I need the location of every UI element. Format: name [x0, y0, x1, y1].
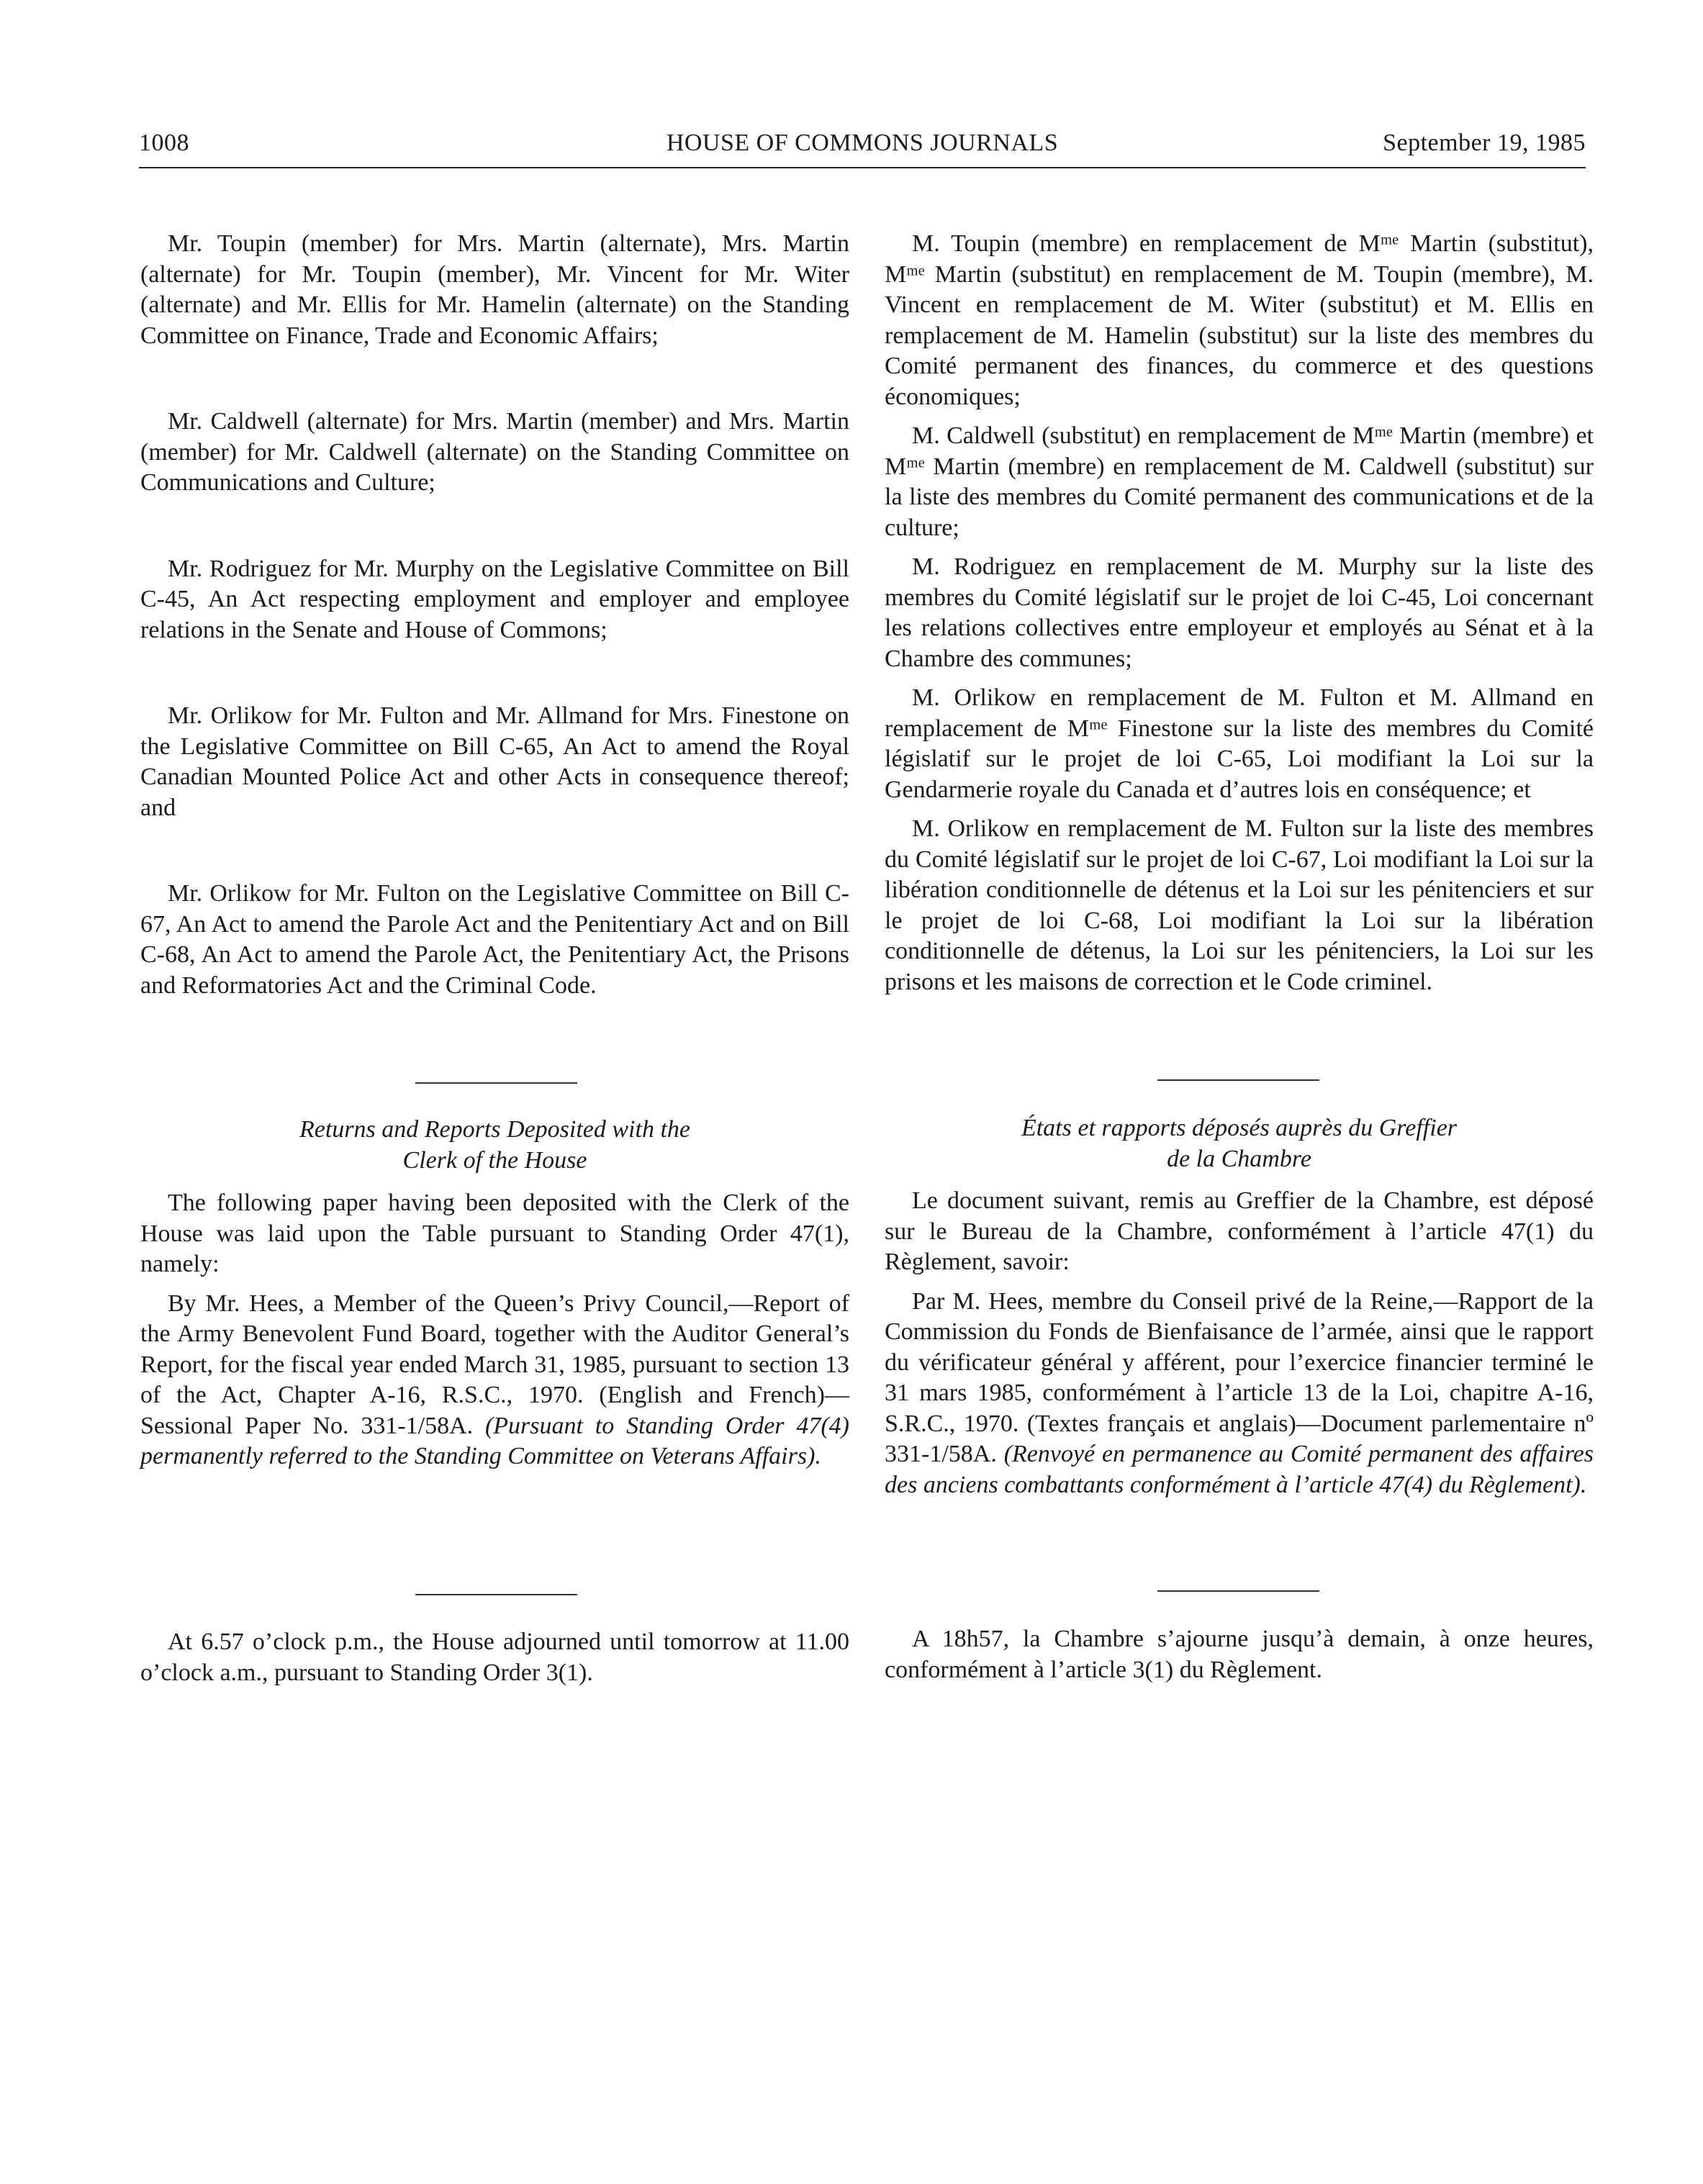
- french-returns-heading: [885, 1113, 1594, 1174]
- english-returns-referral: (Pursuant to Standing Order 47(4) permanently referred to the Standing Committee on Veterans Affairs).: [140, 1412, 849, 1469]
- english-returns-heading-line: Returns and Reports Deposited with the: [299, 1116, 690, 1143]
- french-returns-item: [885, 1287, 1594, 1501]
- english-returns-body: [140, 1188, 849, 1472]
- section-separator: [415, 1082, 577, 1084]
- french-substitution-2: M. Caldwell (substitut) en remplacement de Mᵐᵉ Martin (membre) et Mᵐᵉ Martin (membre) en remplacement de M. Caldwell (substitut) sur la liste des membres du Comité permanent des communications et de la culture;: [885, 422, 1594, 541]
- french-adjournment: [885, 1624, 1594, 1685]
- french-returns-item-text: Par M. Hees, membre du Conseil privé de la Reine,—Rapport de la Commission du Fonds de Bienfaisance de l’armée, ainsi que le rapport du vérificateur général y afférent, pour l’exercice financier terminé le 31 mars 1985, conformément à l’article 13 de la Loi, chapitre A-16, S.R.C., 1970. (Textes français et anglais)—Document parlementaire nº 331-1/58A.: [885, 1287, 1594, 1467]
- french-returns-heading-line: de la Chambre: [1167, 1146, 1311, 1172]
- french-returns-body: [885, 1186, 1594, 1500]
- english-column: [140, 229, 849, 1001]
- french-substitution-3: M. Rodriguez en remplacement de M. Murphy sur la liste des membres du Comité législatif sur le projet de loi C-45, Loi concernant les relations collectives entre employeur et employés au Sénat et à la Chambre des communes;: [885, 553, 1594, 672]
- french-substitution-5: M. Orlikow en remplacement de M. Fulton sur la liste des membres du Comité législatif sur le projet de loi C-67, Loi modifiant la Loi sur la libération conditionnelle de détenus et la Loi sur les pénitenciers et sur le projet de loi C-68, Loi modifiant la Loi sur la libération conditionnelle de détenus, la Loi sur les pénitenciers, la Loi sur les prisons et les maisons de correction et le Code criminel.: [885, 815, 1594, 995]
- page-header: [139, 130, 1586, 168]
- french-substitution-4: M. Orlikow en remplacement de M. Fulton et M. Allmand en remplacement de Mᵐᵉ Finestone sur la liste des membres du Comité législatif sur le projet de loi C-65, Loi modifiant la Loi sur la Gendarmerie royale du Canada et d’autres lois en conséquence; et: [885, 684, 1594, 803]
- english-substitution-5: Mr. Orlikow for Mr. Fulton on the Legislative Committee on Bill C-67, An Act to amend the Parole Act and the Penitentiary Act and on Bill C-68, An Act to amend the Parole Act, the Penitentiary Act, the Prisons and Reformatories Act and the Criminal Code.: [140, 880, 849, 999]
- french-column: [885, 229, 1594, 997]
- french-returns-heading-line: États et rapports déposés auprès du Greffier: [1021, 1115, 1458, 1141]
- english-substitution-3: Mr. Rodriguez for Mr. Murphy on the Legislative Committee on Bill C-45, An Act respecting employment and employer and employee relations in the Senate and House of Commons;: [140, 555, 849, 643]
- section-separator: [415, 1594, 577, 1595]
- english-substitution-2: Mr. Caldwell (alternate) for Mrs. Martin (member) and Mrs. Martin (member) for Mr. Caldwell (alternate) on the Standing Committee on Communications and Culture;: [140, 408, 849, 496]
- header-rule: [139, 167, 1586, 168]
- journal-title: HOUSE OF COMMONS JOURNALS: [666, 130, 1059, 156]
- french-returns-referral: (Renvoyé en permanence au Comité permanent des affaires des anciens combattants conformément à l’article 47(4) du Règlement).: [885, 1441, 1594, 1498]
- french-adjournment-text: A 18h57, la Chambre s’ajourne jusqu’à demain, à onze heures, conformément à l’article 3(1) du Règlement.: [885, 1626, 1594, 1683]
- english-returns-item: [140, 1289, 849, 1472]
- english-substitution-1: Mr. Toupin (member) for Mrs. Martin (alternate), Mrs. Martin (alternate) for Mr. Toupin (member), Mr. Vincent for Mr. Witer (alternate) and Mr. Ellis for Mr. Hamelin (alternate) on the Standing Committee on Finance, Trade and Economic Affairs;: [140, 230, 849, 349]
- english-returns-heading: [140, 1114, 849, 1176]
- english-returns-intro: The following paper having been deposited with the Clerk of the House was laid upon the Table pursuant to Standing Order 47(1), namely:: [140, 1190, 849, 1277]
- english-adjournment-text: At 6.57 o’clock p.m., the House adjourned until tomorrow at 11.00 o’clock a.m., pursuant to Standing Order 3(1).: [140, 1628, 849, 1686]
- section-separator: [1157, 1590, 1319, 1592]
- english-adjournment: [140, 1627, 849, 1688]
- english-returns-item-text: By Mr. Hees, a Member of the Queen’s Privy Council,—Report of the Army Benevolent Fund Board, together with the Auditor General’s Report, for the fiscal year ended March 31, 1985, pursuant to section 13 of the Act, Chapter A-16, R.S.C., 1970. (English and French)—Sessional Paper No. 331-1/58A.: [140, 1290, 849, 1439]
- page-number: 1008: [139, 130, 189, 156]
- english-returns-heading-line: Clerk of the House: [402, 1147, 587, 1174]
- section-separator: [1157, 1079, 1319, 1081]
- english-substitution-4: Mr. Orlikow for Mr. Fulton and Mr. Allmand for Mrs. Finestone on the Legislative Committee on Bill C-65, An Act to amend the Royal Canadian Mounted Police Act and other Acts in consequence thereof; and: [140, 702, 849, 821]
- french-returns-intro: Le document suivant, remis au Greffier de la Chambre, est déposé sur le Bureau de la Chambre, conformément à l’article 47(1) du Règlement, savoir:: [885, 1187, 1594, 1275]
- french-substitution-1: M. Toupin (membre) en remplacement de Mᵐᵉ Martin (substitut), Mᵐᵉ Martin (substitut) en remplacement de M. Toupin (membre), M. Vincent en remplacement de M. Witer (substitut) et M. Ellis en remplacement de M. Hamelin (substitut) sur la liste des membres du Comité permanent des finances, du commerce et des questions économiques;: [885, 230, 1594, 410]
- header-date: September 19, 1985: [1383, 130, 1586, 156]
